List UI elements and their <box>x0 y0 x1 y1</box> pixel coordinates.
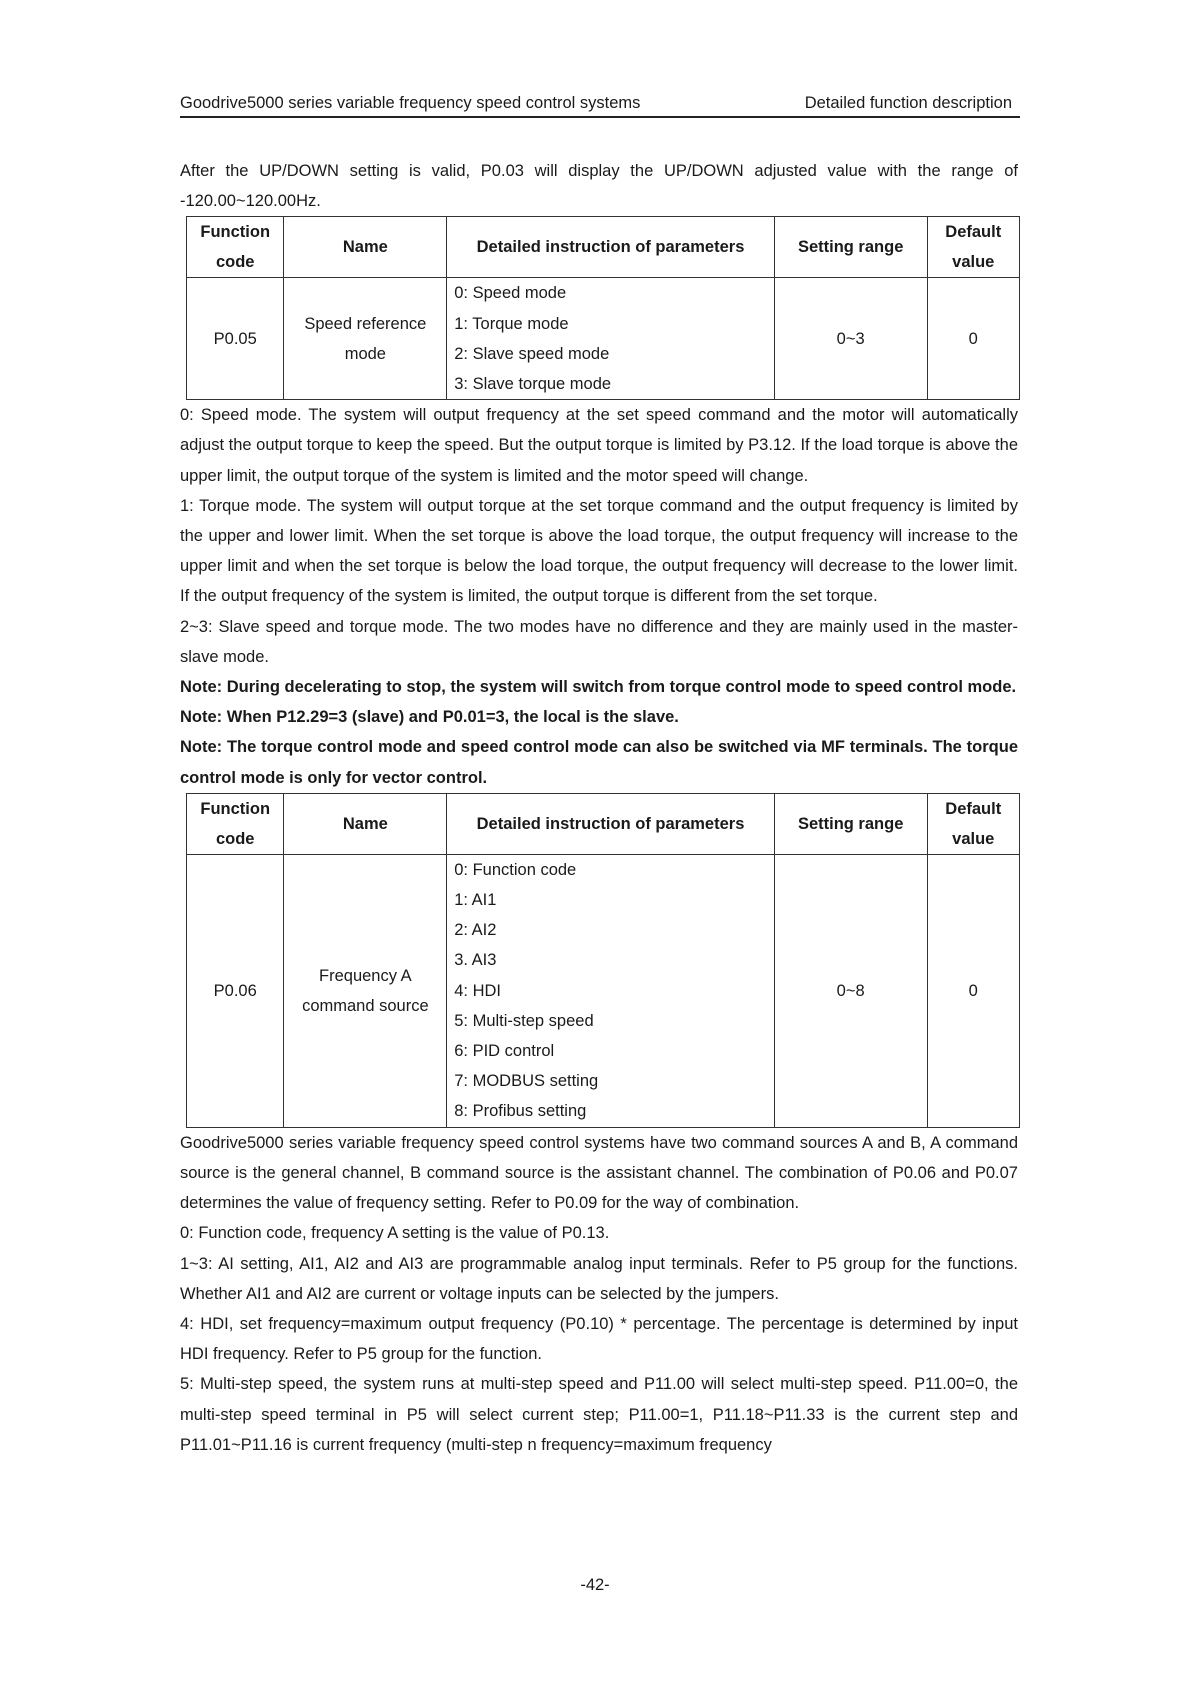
table-row <box>187 854 1020 1127</box>
note-decelerating: Note: During decelerating to stop, the system will switch from torque control mode to speed control mode. <box>180 678 1017 697</box>
default-cell: 0 <box>927 278 1019 400</box>
intro-paragraph: After the UP/DOWN setting is valid, P0.03 will display the UP/DOWN adjusted value with the range of -120.00~120.00Hz. <box>180 162 1018 211</box>
option-item: 3. AI3 <box>454 951 497 970</box>
note-slave: Note: When P12.29=3 (slave) and P0.01=3, the local is the slave. <box>180 708 679 727</box>
header-range: Setting range <box>774 217 927 278</box>
speed-mode-paragraph: 0: Speed mode. The system will output frequency at the set speed command and the motor will automatically adjust the output torque to keep the speed. But the output torque is limited by P3.12. If the load torque is above the upper limit, the output torque of the system is limited and the motor speed will change. <box>180 406 1018 485</box>
hdi-paragraph: 4: HDI, set frequency=maximum output frequency (P0.10) * percentage. The percentage is determined by input HDI frequency. Refer to P5 group for the function. <box>180 1314 1018 1364</box>
table-header-row <box>187 217 1020 278</box>
header-title: Goodrive5000 series variable frequency speed control systems <box>180 94 641 112</box>
multi-step-paragraph: 5: Multi-step speed, the system runs at multi-step speed and P11.00 will select multi-step speed. P11.00=0, the multi-step speed terminal in P5 will select current step; P11.00=1, P11.18~P11.33 is the current step and P11.01~P11.16 is current frequency (multi-step n frequency=maximum frequency <box>180 1375 1018 1454</box>
name-cell: Frequency A command source <box>284 854 447 1127</box>
options-cell <box>447 854 775 1127</box>
page-header <box>180 92 1020 118</box>
option-item: 1: Torque mode <box>454 314 569 333</box>
page-number: -42- <box>580 1576 610 1594</box>
header-range: Setting range <box>774 793 927 854</box>
default-cell: 0 <box>927 854 1019 1127</box>
option-item: 2: Slave speed mode <box>454 344 610 363</box>
option-item: 5: Multi-step speed <box>454 1011 594 1030</box>
function-code-cell: P0.05 <box>187 278 284 400</box>
option-item: 0: Function code <box>454 860 577 879</box>
header-name: Name <box>284 217 447 278</box>
note-mf-terminals: Note: The torque control mode and speed control mode can also be switched via MF terminals. The torque control mode is only for vector control. <box>180 738 1018 787</box>
command-source-paragraph: Goodrive5000 series variable frequency speed control systems have two command sources A and B, A command source is the general channel, B command source is the assistant channel. The combination of P0.06 and P0.07 determines the value of frequency setting. Refer to P0.09 for the way of combination. <box>180 1133 1018 1213</box>
header-default: Default value <box>927 217 1019 278</box>
header-section: Detailed function description <box>804 94 1012 112</box>
parameter-table-p0-06 <box>186 793 1020 1128</box>
options-cell <box>447 278 775 400</box>
option-item: 6: PID control <box>454 1042 555 1061</box>
header-function-code: Function code <box>187 793 284 854</box>
ai-setting-paragraph: 1~3: AI setting, AI1, AI2 and AI3 are programmable analog input terminals. Refer to P5 group for the functions. Whether AI1 and AI2 are current or voltage inputs can be selected by the jumpers. <box>180 1254 1018 1303</box>
name-cell: Speed reference mode <box>284 278 447 400</box>
header-detail: Detailed instruction of parameters <box>447 793 775 854</box>
header-default: Default value <box>927 793 1019 854</box>
table-row <box>187 278 1020 400</box>
slave-mode-paragraph: 2~3: Slave speed and torque mode. The two modes have no difference and they are mainly used in the master-slave mode. <box>180 617 1018 666</box>
option-item: 4: HDI <box>454 981 501 1000</box>
option-item: 1: AI1 <box>454 891 497 910</box>
header-name: Name <box>284 793 447 854</box>
option-item: 3: Slave torque mode <box>454 375 612 394</box>
option-item: 2: AI2 <box>454 921 497 940</box>
page-body <box>180 156 1018 1460</box>
option-item: 8: Profibus setting <box>454 1102 587 1121</box>
table-header-row <box>187 793 1020 854</box>
range-cell: 0~8 <box>774 854 927 1127</box>
function-code-paragraph: 0: Function code, frequency A setting is the value of P0.13. <box>180 1224 610 1243</box>
header-detail: Detailed instruction of parameters <box>447 217 775 278</box>
torque-mode-paragraph: 1: Torque mode. The system will output torque at the set torque command and the output frequency is limited by the upper and lower limit. When the set torque is above the load torque, the output frequency will increase to the upper limit and when the set torque is below the load torque, the output frequency will decrease to the lower limit. If the output frequency of the system is limited, the output torque is different from the set torque. <box>180 496 1018 606</box>
parameter-table-p0-05 <box>186 216 1020 400</box>
function-code-cell: P0.06 <box>187 854 284 1127</box>
header-function-code: Function code <box>187 217 284 278</box>
range-cell: 0~3 <box>774 278 927 400</box>
option-item: 0: Speed mode <box>454 284 567 303</box>
option-item: 7: MODBUS setting <box>454 1072 599 1091</box>
